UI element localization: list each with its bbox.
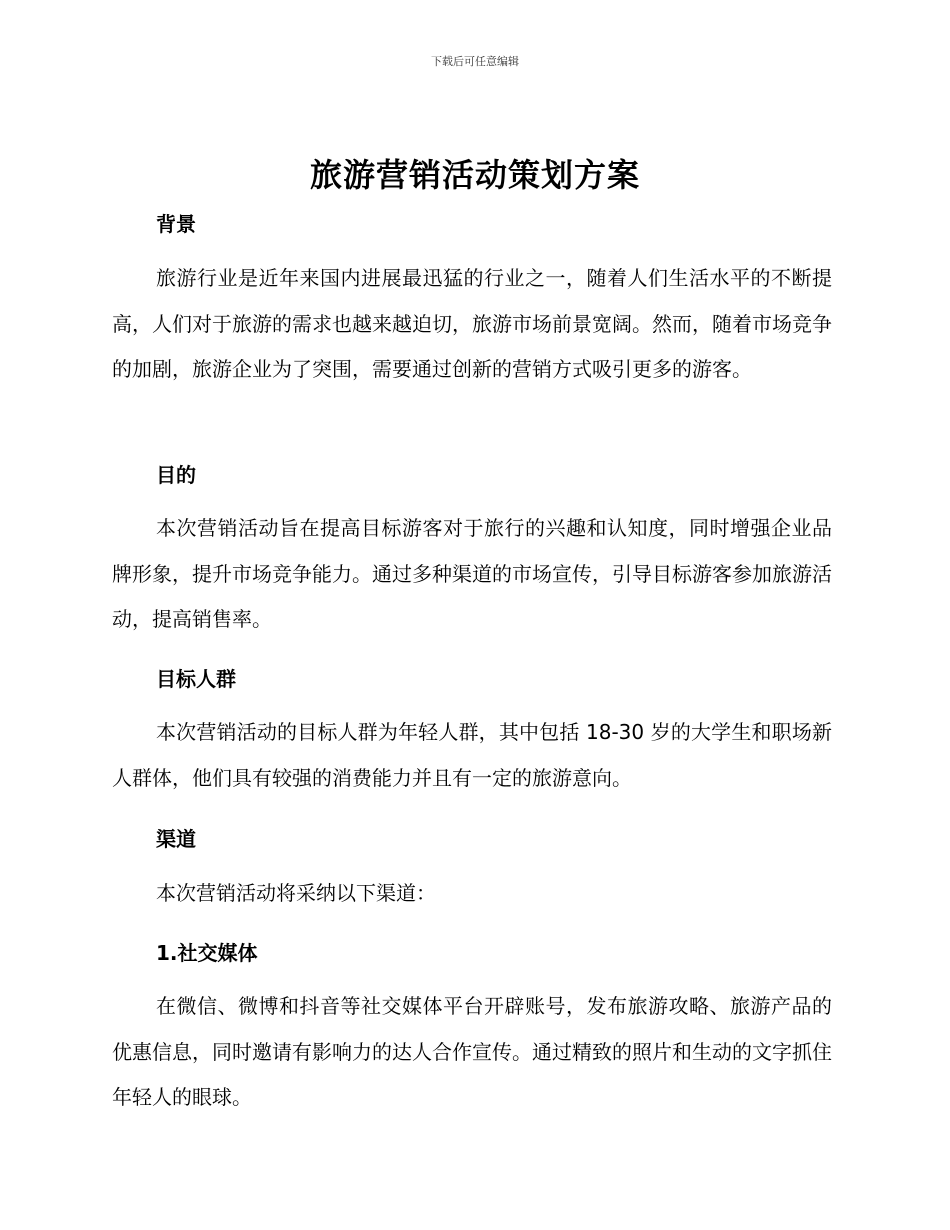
section-heading-target-audience: 目标人群	[156, 667, 236, 691]
section-heading-background: 背景	[156, 212, 196, 236]
section-body-social-media: 在微信、微博和抖音等社交媒体平台开辟账号，发布旅游攻略、旅游产品的优惠信息，同时邀请有影响力的达人合作宣传。通过精致的照片和生动的文字抓住年轻人的眼球。	[112, 994, 832, 1109]
section-heading-social-media: 1.社交媒体	[156, 941, 258, 965]
section-heading-channels: 渠道	[156, 827, 196, 851]
document-title: 旅游营销活动策划方案	[309, 156, 640, 194]
section-body-target-audience: 本次营销活动的目标人群为年轻人群，其中包括 18-30 岁的大学生和职场新人群体，他们具有较强的消费能力并且有一定的旅游意向。	[112, 720, 832, 790]
header-note: 下载后可任意编辑	[431, 55, 519, 68]
section-body-purpose: 本次营销活动旨在提高目标游客对于旅行的兴趣和认知度，同时增强企业品牌形象，提升市场竞争能力。通过多种渠道的市场宣传，引导目标游客参加旅游活动，提高销售率。	[112, 516, 832, 631]
section-heading-purpose: 目的	[156, 463, 196, 487]
section-body-channels: 本次营销活动将采纳以下渠道：	[156, 881, 436, 905]
section-body-background: 旅游行业是近年来国内进展最迅猛的行业之一，随着人们生活水平的不断提高，人们对于旅游的需求也越来越迫切，旅游市场前景宽阔。然而，随着市场竞争的加剧，旅游企业为了突围，需要通过创新的营销方式吸引更多的游客。	[112, 266, 832, 381]
